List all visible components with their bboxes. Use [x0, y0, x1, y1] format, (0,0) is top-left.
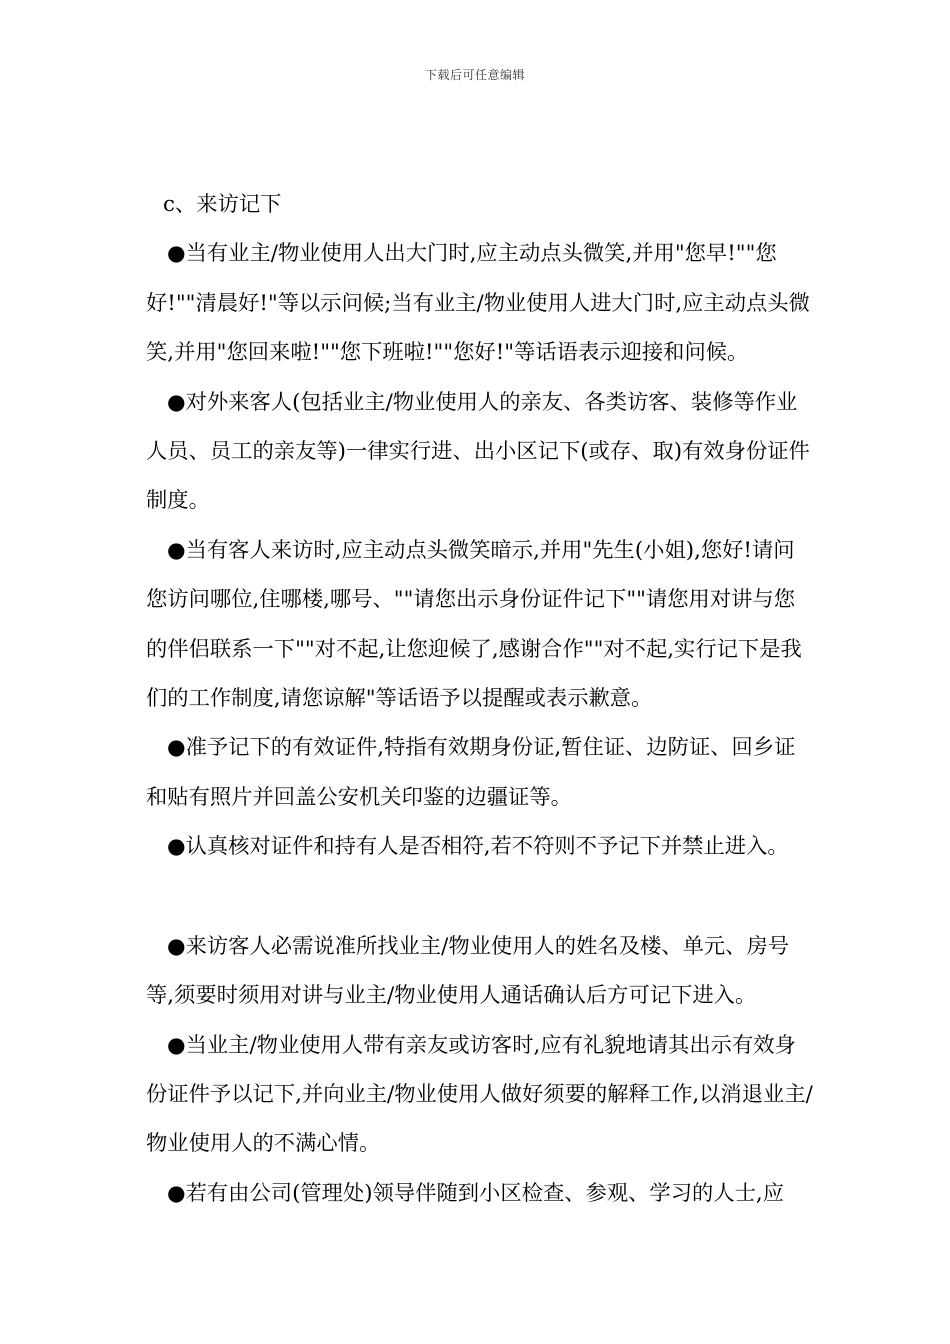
- paragraph-verify-documents: ●认真核对证件和持有人是否相符,若不符则不予记下并禁止进入。: [167, 834, 789, 860]
- paragraph-accompanied-guests: ●当业主/物业使用人带有亲友或访客时,应有礼貌地请其出示有效身份证件予以记下,并向业主/物业使用人做好须要的解释工作,以消退业主/物业使用人的不满心情。: [146, 1032, 813, 1157]
- page-header: 下载后可任意编辑: [424, 68, 525, 82]
- paragraph-visitor-reception: ●当有客人来访时,应主动点头微笑暗示,并用"先生(小姐),您好!请问您访问哪位,住哪楼,哪号、""请您出示身份证件记下""请您用对讲与您的伴侣联系一下""对不起,让您迎候了,感谢合作""对不起,实行记下是我们的工作制度,请您谅解"等话语予以提醒或表示歉意。: [146, 537, 802, 712]
- paragraph-gap: [146, 872, 814, 922]
- paragraph-valid-documents: ●准予记下的有效证件,特指有效期身份证,暂住证、边防证、回乡证和贴有照片并回盖公安机关印鉴的边疆证等。: [146, 735, 796, 810]
- paragraph-greeting: ●当有业主/物业使用人出大门时,应主动点头微笑,并用"您早!""您好!""清晨好!"等以示问候;当有业主/物业使用人进大门时,应主动点头微笑,并用"您回来啦!""您下班啦!""您好!"等话语表示迎接和问候。: [146, 241, 810, 366]
- paragraph-visitor-confirmation: ●来访客人必需说准所找业主/物业使用人的姓名及楼、单元、房号等,须要时须用对讲与业主/物业使用人通话确认后方可记下进入。: [146, 933, 790, 1009]
- section-heading: c、来访记下: [163, 192, 282, 217]
- paragraph-company-visits: ●若有由公司(管理处)领导伴随到小区检查、参观、学习的人士,应: [167, 1180, 784, 1206]
- paragraph-registration-policy: ●对外来客人(包括业主/物业使用人的亲友、各类访客、装修等作业人员、员工的亲友等)一律实行进、出小区记下(或存、取)有效身份证件制度。: [146, 389, 810, 514]
- document-body: [146, 180, 814, 1218]
